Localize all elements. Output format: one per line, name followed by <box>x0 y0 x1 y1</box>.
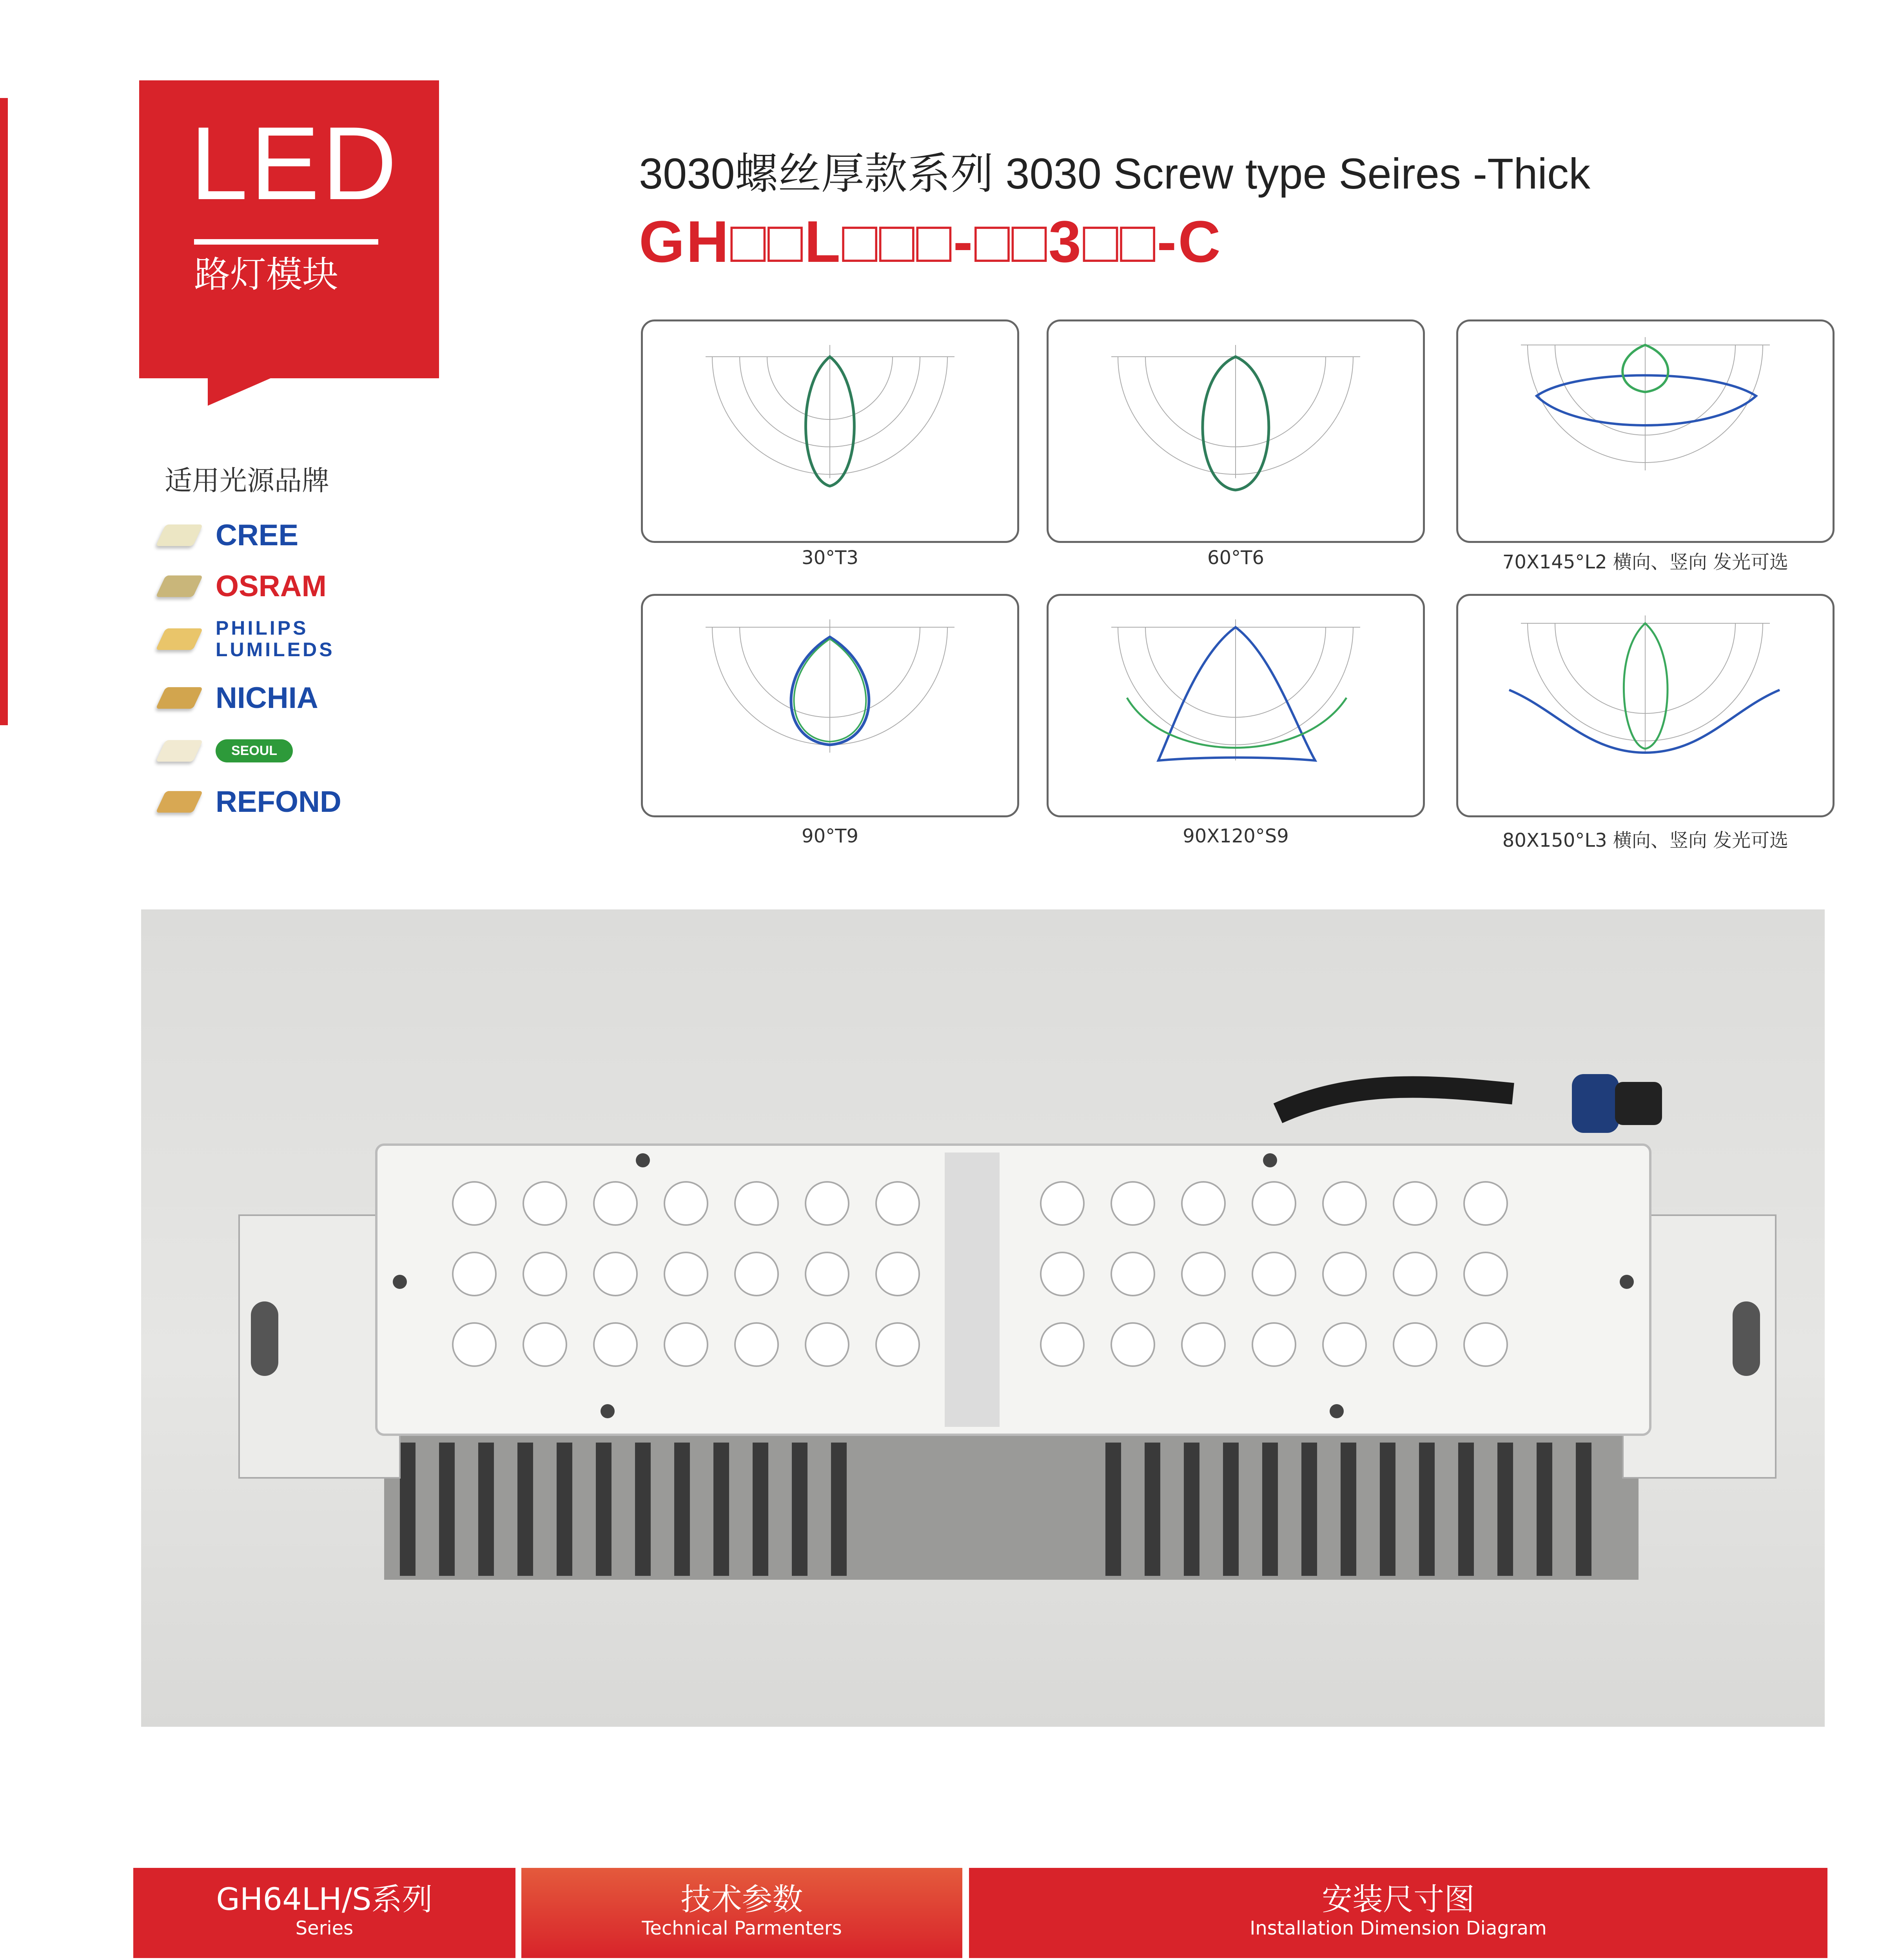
table-header-diagram <box>969 1868 1827 1958</box>
polar-chart-90-t9 <box>641 594 1019 817</box>
model-code: GH□□L□□□-□□3□□-C <box>639 209 1222 274</box>
polar-label: 80X150°L3 横向、竖向 发光可选 <box>1502 829 1789 851</box>
polar-label: 70X145°L2 横向、竖向 发光可选 <box>1502 551 1789 573</box>
brand-seoul <box>161 729 435 772</box>
badge-subtitle: 路灯模块 <box>194 254 339 296</box>
header-en: Series <box>295 1917 354 1939</box>
led-badge <box>139 80 439 378</box>
polar-svg <box>1049 596 1423 815</box>
polar-chart-90x120-s9 <box>1047 594 1425 817</box>
polar-label: 90°T9 <box>802 825 858 847</box>
led-chip-icon <box>156 628 203 650</box>
brand-nichia <box>161 676 435 719</box>
polar-label: 90X120°S9 <box>1183 825 1289 847</box>
polar-svg <box>643 321 1017 541</box>
polar-chart-60-t6 <box>1047 319 1425 543</box>
brand-philips-lumileds <box>161 617 435 661</box>
distribution-curve-blue <box>1158 627 1315 760</box>
left-red-edge <box>0 98 8 725</box>
led-chip-icon <box>156 791 203 813</box>
cable <box>1278 1087 1513 1113</box>
product-photo <box>141 909 1825 1727</box>
table-header-params <box>521 1868 962 1958</box>
polar-chart-80x150-l3 <box>1456 594 1835 817</box>
polar-label: 30°T3 <box>802 547 858 569</box>
polar-svg <box>1458 321 1833 541</box>
led-module-illustration <box>141 909 1825 1727</box>
led-chip-icon <box>156 687 203 709</box>
brand-name: CREE <box>216 518 299 552</box>
polar-svg <box>1049 321 1423 541</box>
connector-body <box>1615 1082 1662 1125</box>
brand-name: PHILIPS LUMILEDS <box>216 617 335 661</box>
distribution-curve-green <box>1624 623 1668 749</box>
series-title: 3030螺丝厚款系列 3030 Screw type Seires -Thick <box>639 150 1590 198</box>
polar-chart-70x145-l2 <box>1456 319 1835 543</box>
polar-label: 60°T6 <box>1207 547 1264 569</box>
polar-svg <box>643 596 1017 815</box>
brand-refond <box>161 780 435 823</box>
table-header-series <box>133 1868 515 1958</box>
connector <box>1572 1074 1619 1133</box>
header-cn: 安装尺寸图 <box>1321 1882 1475 1917</box>
bracket-slot <box>1733 1301 1760 1376</box>
polar-chart-30-t3 <box>641 319 1019 543</box>
brand-name: SEOUL <box>216 739 293 762</box>
distribution-curve-green <box>1127 698 1346 748</box>
distribution-curve-blue <box>1509 690 1780 753</box>
brands-title: 适用光源品牌 <box>165 465 329 497</box>
led-chip-icon <box>156 524 203 546</box>
brand-name: REFOND <box>216 785 341 818</box>
badge-led-text: LED <box>190 105 399 221</box>
badge-rule <box>194 239 378 245</box>
brand-osram <box>161 564 435 608</box>
badge-tail <box>208 378 270 406</box>
header-cn: 技术参数 <box>680 1882 803 1917</box>
header-en: Installation Dimension Diagram <box>1250 1917 1547 1939</box>
led-chip-icon <box>156 740 203 762</box>
lens-divider <box>945 1152 1000 1427</box>
led-chip-icon <box>156 575 203 597</box>
distribution-curve-blue <box>1537 376 1756 426</box>
bracket-slot <box>251 1301 278 1376</box>
polar-svg <box>1458 596 1833 815</box>
header-cn: GH64LH/S系列 <box>216 1882 433 1917</box>
brand-name: NICHIA <box>216 681 318 715</box>
header-en: Technical Parmenters <box>642 1917 842 1939</box>
brand-cree <box>161 514 435 557</box>
lens-board <box>376 1145 1650 1435</box>
brand-name: OSRAM <box>216 569 327 603</box>
